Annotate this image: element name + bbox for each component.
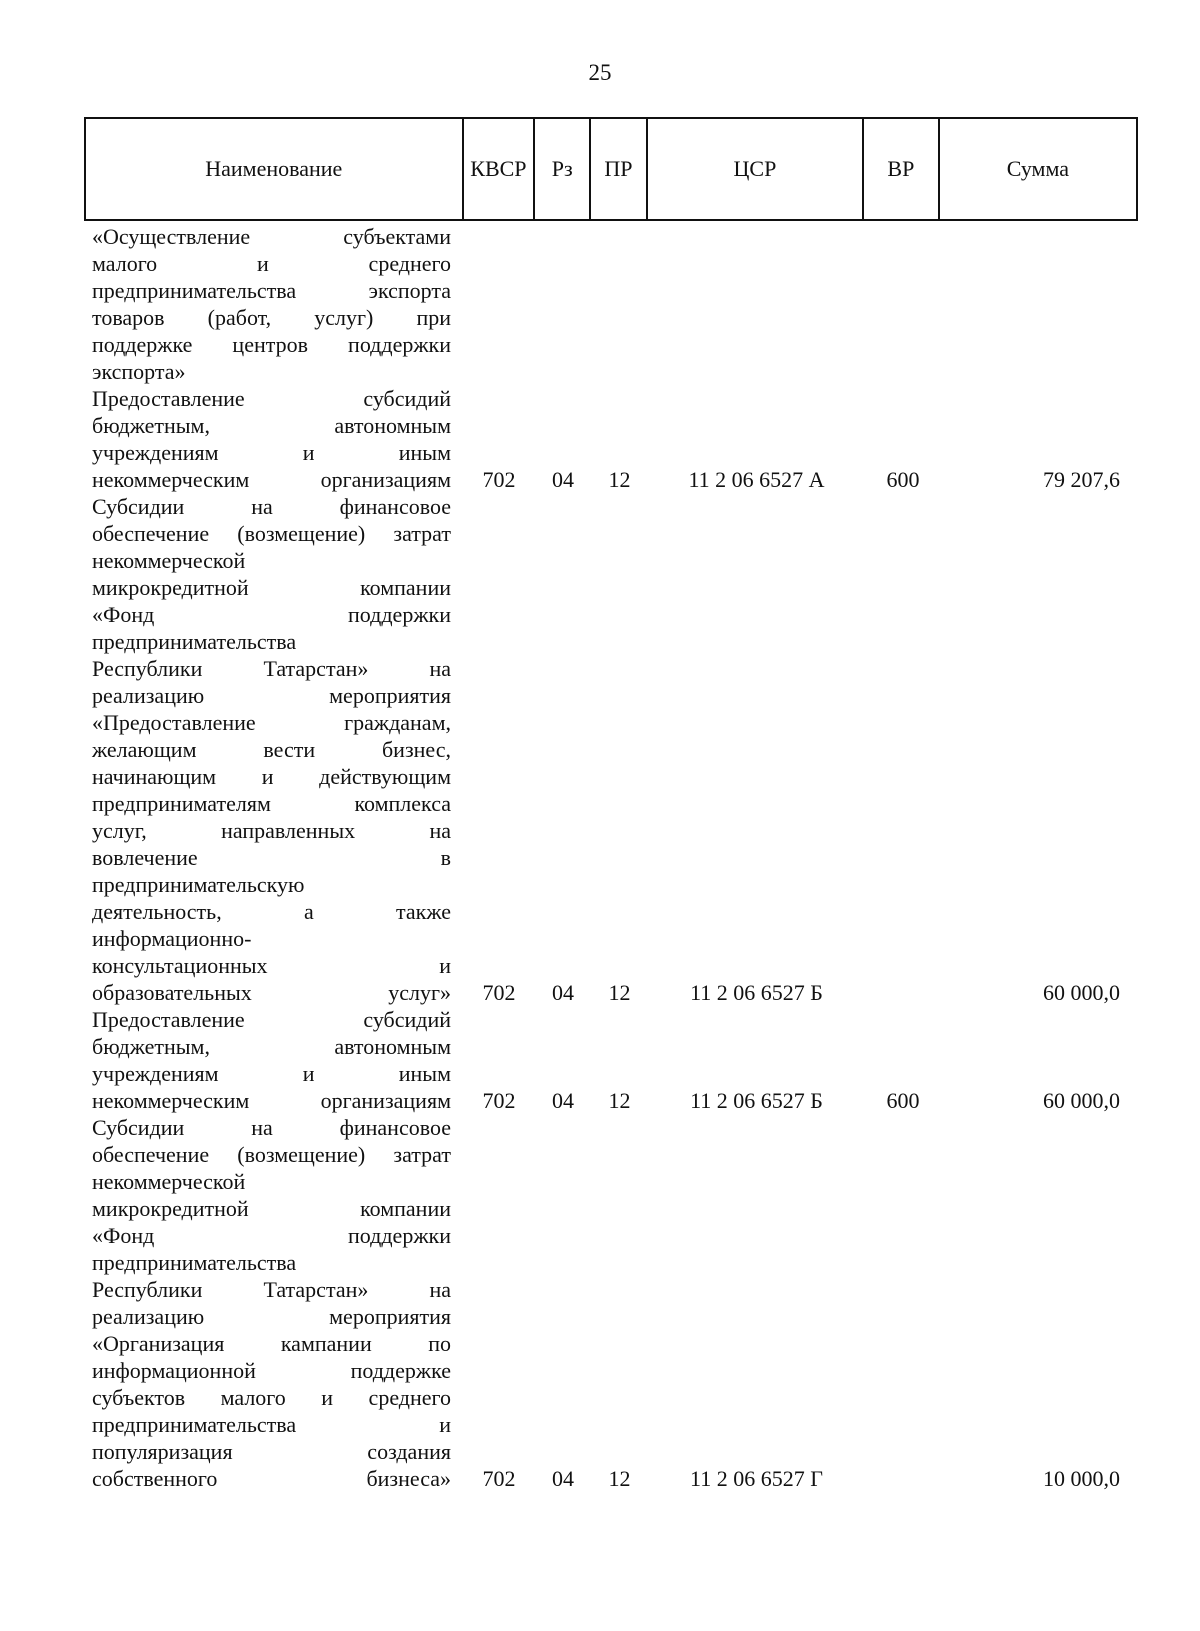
row-name-line: собственного бизнеса» [92,1466,451,1491]
row-name-line: Субсидии на финансовое [92,1115,451,1140]
row-rz: 04 [552,980,574,1005]
row-csr: 11 2 06 6527 Б [690,1088,823,1113]
row-name-line: «Организация кампании по [92,1331,451,1356]
row-name-line: информационно- [92,926,252,951]
header-csr: ЦСР [648,119,864,219]
row-rz: 04 [552,1088,574,1113]
row-name [84,1114,463,1492]
row-name-line: «Предоставление гражданам, [92,710,451,735]
row-name-line: некоммерческой [92,548,246,573]
row-name-line: Республики Татарстан» на [92,1277,451,1302]
header-vr: ВР [864,119,940,219]
header-kvsr: КВСР [464,119,536,219]
row-pr: 12 [608,1466,631,1491]
row-vr: 600 [886,1088,920,1113]
row-name-line: Субсидии на финансовое [92,494,451,519]
header-sum: Сумма [1006,156,1070,181]
row-name-line: предпринимательства экспорта [92,278,451,303]
row-vr: 600 [886,467,920,492]
table-row [84,385,1138,493]
row-name-line: Предоставление субсидий [92,386,451,411]
row-kvsr: 702 [482,1088,516,1113]
row-name-line: реализацию мероприятия [92,1304,451,1329]
row-name-line: популяризация создания [92,1439,451,1464]
row-csr: 11 2 06 6527 А [688,467,825,492]
row-name-line: обеспечение (возмещение) затрат [92,1142,451,1167]
table-body [84,223,1138,1492]
row-name-line: некоммерческой [92,1169,246,1194]
row-rz: 04 [552,1466,574,1491]
row-csr: 11 2 06 6527 Б [690,980,823,1005]
row-name-line: микрокредитной компании [92,575,451,600]
row-kvsr: 702 [482,980,516,1005]
row-pr: 12 [608,467,631,492]
row-sum: 10 000,0 [1043,1466,1120,1491]
table-row [84,223,1138,385]
row-name-line: предпринимателям комплекса [92,791,451,816]
row-name-line: деятельность, а также [92,899,451,924]
table-header [84,117,1138,221]
row-kvsr: 702 [482,467,516,492]
row-name-line: образовательных услуг» [92,980,451,1005]
row-name-line: обеспечение (возмещение) затрат [92,521,451,546]
row-name [84,1006,463,1114]
row-name-line: предпринимательскую [92,872,305,897]
row-name-line: реализацию мероприятия [92,683,451,708]
row-name-line: предпринимательства и [92,1412,451,1437]
table-row [84,1114,1138,1492]
row-name-line: поддержке центров поддержки [92,332,451,357]
row-name-line: предпринимательства [92,1250,297,1275]
row-name [84,223,463,385]
row-name-line: учреждениям и иным [92,440,451,465]
row-name-line: «Фонд поддержки [92,602,451,627]
row-name-line: некоммерческим организациям [92,467,451,492]
header-rz: Рз [535,119,591,219]
row-kvsr: 702 [482,1466,516,1491]
row-sum: 60 000,0 [1043,1088,1120,1113]
row-csr: 11 2 06 6527 Г [690,1466,823,1491]
row-sum: 60 000,0 [1043,980,1120,1005]
row-name-line: услуг, направленных на [92,818,451,843]
row-name-line: учреждениям и иным [92,1061,451,1086]
row-name-line: малого и среднего [92,251,451,276]
row-name-line: желающим вести бизнес, [92,737,451,762]
table-row [84,493,1138,1006]
row-name-line: начинающим и действующим [92,764,451,789]
row-name-line: вовлечение в [92,845,451,870]
table-row [84,1006,1138,1114]
row-name-line: экспорта» [92,359,186,384]
row-name [84,493,463,1006]
page-number: 25 [588,60,612,85]
header-pr: ПР [591,119,648,219]
row-name-line: бюджетным, автономным [92,1034,451,1059]
row-rz: 04 [552,467,574,492]
row-pr: 12 [608,1088,631,1113]
row-name-line: товаров (работ, услуг) при [92,305,451,330]
row-name-line: предпринимательства [92,629,297,654]
row-name-line: Предоставление субсидий [92,1007,451,1032]
row-name-line: бюджетным, автономным [92,413,451,438]
row-name-line: субъектов малого и среднего [92,1385,451,1410]
row-name-line: микрокредитной компании [92,1196,451,1221]
row-name-line: «Осуществление субъектами [92,224,451,249]
row-pr: 12 [608,980,631,1005]
row-sum: 79 207,6 [1043,467,1120,492]
row-name [84,385,463,493]
row-name-line: информационной поддержке [92,1358,451,1383]
row-name-line: «Фонд поддержки [92,1223,451,1248]
row-name-line: консультационных и [92,953,451,978]
row-name-line: Республики Татарстан» на [92,656,451,681]
row-name-line: некоммерческим организациям [92,1088,451,1113]
header-name: Наименование [86,119,464,219]
